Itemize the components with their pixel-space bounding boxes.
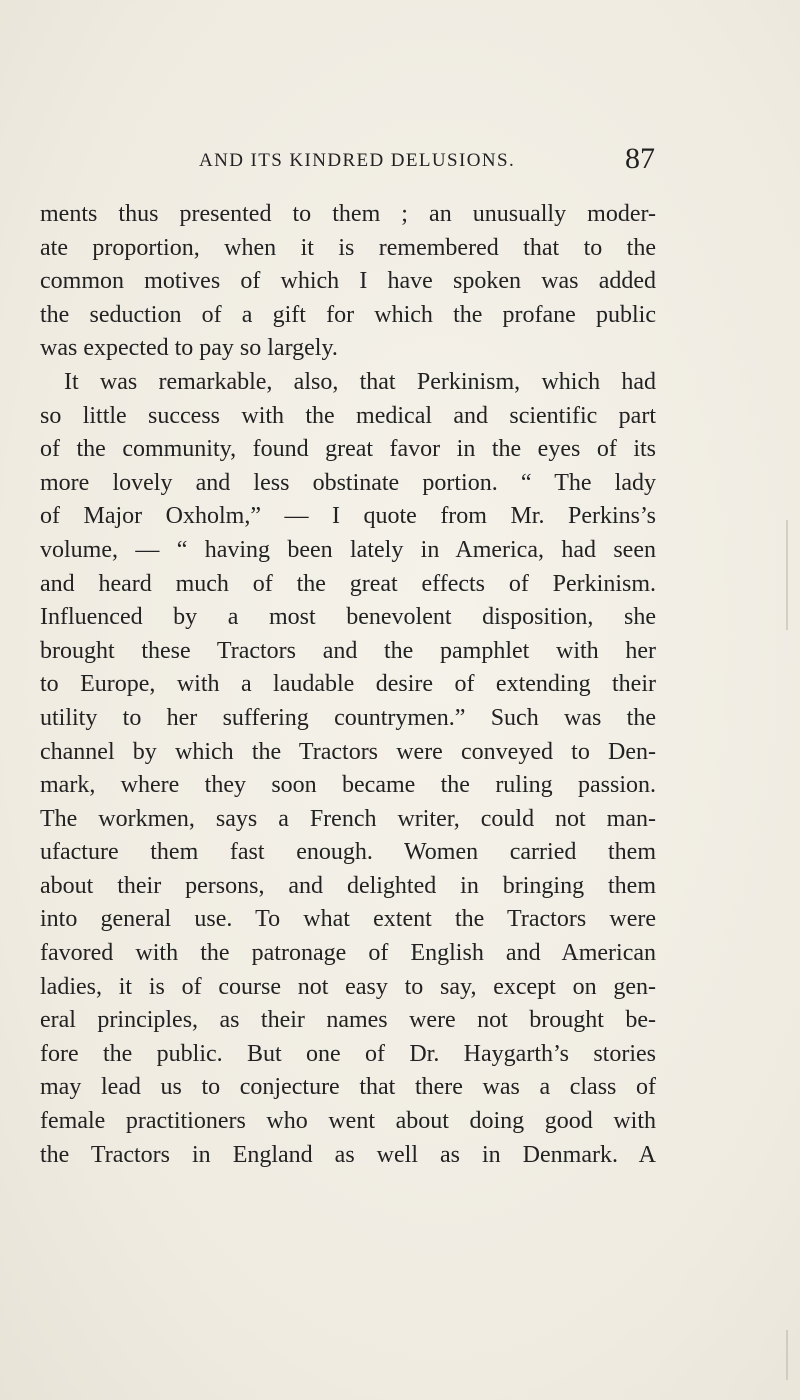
text-line: eral principles, as their names were not brought be-: [40, 1007, 656, 1034]
text-line: the Tractors in England as well as in Denmark. A: [40, 1141, 656, 1168]
text-line: favored with the patronage of English and American: [40, 940, 656, 967]
text-line: brought these Tractors and the pamphlet with her: [40, 637, 656, 664]
text-line: was expected to pay so largely.: [40, 335, 338, 362]
text-line: and heard much of the great effects of Perkinism.: [40, 570, 656, 597]
text-line: so little success with the medical and scientific part: [40, 402, 656, 429]
text-line: common motives of which I have spoken was added: [40, 268, 656, 295]
text-line: It was remarkable, also, that Perkinism, which had: [64, 368, 656, 395]
text-line: channel by which the Tractors were conveyed to Den-: [40, 738, 656, 765]
text-line: utility to her suffering countrymen.” Such was the: [40, 704, 656, 731]
text-line: ufacture them fast enough. Women carried them: [40, 839, 656, 866]
text-line: The workmen, says a French writer, could not man-: [40, 805, 656, 832]
page-edge-shadow: [786, 1330, 788, 1380]
text-line: may lead us to conjecture that there was a class of: [40, 1074, 656, 1101]
text-line: Influenced by a most benevolent disposition, she: [40, 604, 656, 631]
text-line: ate proportion, when it is remembered that to the: [40, 234, 656, 261]
text-line: ladies, it is of course not easy to say, except on gen-: [40, 973, 656, 1000]
body-text: [40, 198, 656, 1172]
page-edge-shadow: [786, 520, 788, 630]
text-line: ments thus presented to them ; an unusually moder-: [40, 201, 656, 227]
text-line: female practitioners who went about doing good with: [40, 1108, 656, 1135]
text-line: volume, — “ having been lately in America, had seen: [40, 536, 656, 563]
running-title: AND ITS KINDRED DELUSIONS.: [199, 150, 516, 171]
text-line: fore the public. But one of Dr. Haygarth’s stories: [40, 1040, 656, 1067]
text-line: mark, where they soon became the ruling passion.: [40, 772, 656, 799]
page-number: 87: [625, 142, 655, 175]
text-line: the seduction of a gift for which the profane public: [40, 301, 656, 328]
text-line: about their persons, and delighted in bringing them: [40, 872, 656, 899]
text-line: into general use. To what extent the Tractors were: [40, 906, 656, 933]
text-line: of the community, found great favor in the eyes of its: [40, 436, 656, 463]
running-head: [199, 144, 655, 178]
text-line: of Major Oxholm,” — I quote from Mr. Perkins’s: [40, 503, 656, 530]
text-line: to Europe, with a laudable desire of extending their: [40, 671, 656, 698]
text-line: more lovely and less obstinate portion. “ The lady: [40, 469, 656, 496]
